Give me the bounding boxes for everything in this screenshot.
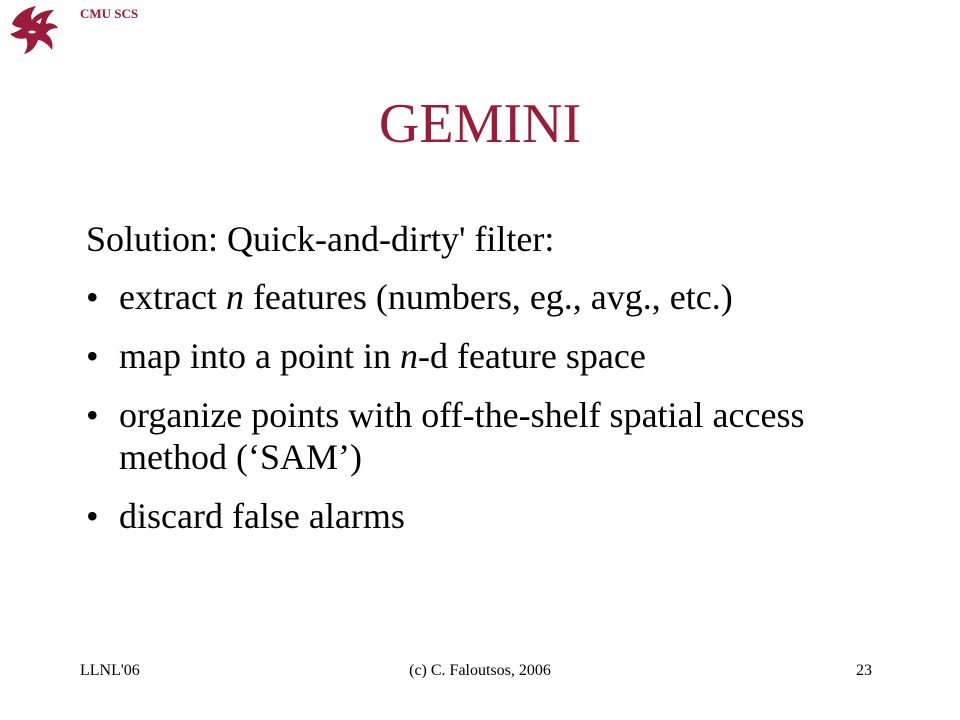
bullet-item: [86, 495, 906, 537]
bullet-text-variable: n: [399, 336, 418, 376]
bullet-text-pre: extract: [119, 277, 226, 317]
bullet-item: [86, 394, 906, 478]
bullet-marker: •: [86, 277, 99, 317]
footer-venue: LLNL'06: [80, 662, 140, 679]
slide-title: GEMINI: [378, 93, 582, 155]
bullet-item: [86, 276, 906, 318]
bullet-list: [86, 276, 906, 537]
bullet-text-post: -d feature space: [417, 336, 646, 376]
bullet-text-post: features (numbers, eg., avg., etc.): [243, 277, 733, 317]
slide-body: [86, 218, 906, 554]
bullet-item: [86, 335, 906, 377]
page-number: 23: [856, 662, 872, 679]
bullet-text: discard false alarms: [119, 496, 405, 536]
griffin-icon: [6, 2, 62, 58]
bullet-marker: •: [86, 395, 99, 435]
bullet-marker: •: [86, 496, 99, 536]
intro-text: Solution: Quick-and-dirty' filter:: [86, 219, 555, 259]
bullet-marker: •: [86, 336, 99, 376]
bullet-text: organize points with off-the-shelf spatial access method (‘SAM’): [119, 395, 805, 477]
org-label: CMU SCS: [80, 6, 139, 21]
footer-copyright: (c) C. Faloutsos, 2006: [409, 662, 551, 679]
bullet-text-variable: n: [225, 277, 244, 317]
bullet-text-pre: map into a point in: [119, 336, 400, 376]
